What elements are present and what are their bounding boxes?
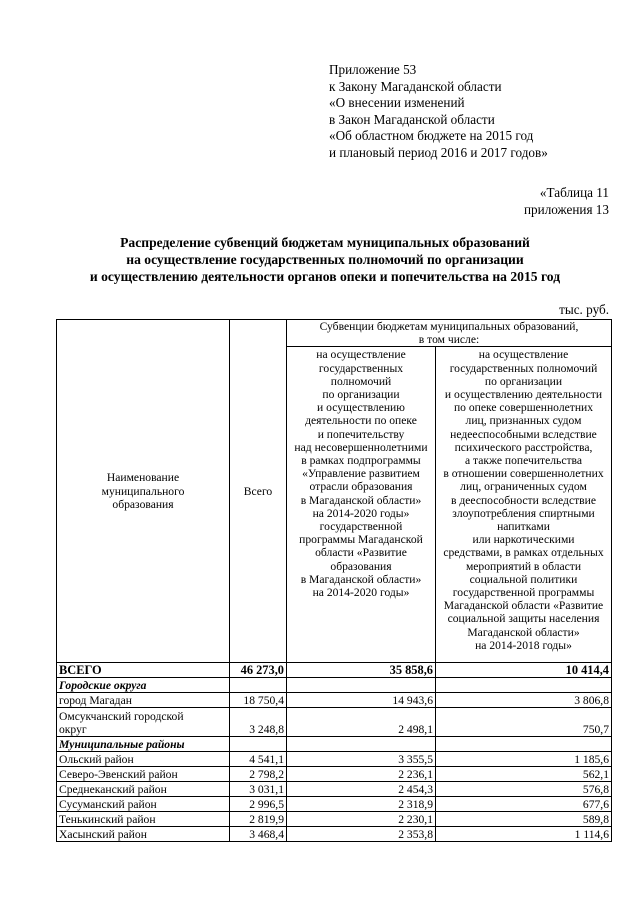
- empty-cell: [287, 678, 436, 693]
- cell-col4: 1 114,6: [436, 827, 612, 842]
- header-line: по организации: [484, 374, 563, 388]
- header-line: области «Развитие: [315, 546, 407, 560]
- cell-total: 2 798,2: [230, 767, 287, 782]
- header-line: социальной защиты населения: [447, 612, 600, 626]
- header-line: программы Магаданской: [299, 533, 423, 547]
- cell-name: ВСЕГО: [57, 663, 230, 678]
- appendix-line: и плановый период 2016 и 2017 годов»: [329, 144, 548, 160]
- appendix-line: Приложение 53: [329, 62, 417, 77]
- header-line: на 2014-2018 годы»: [475, 638, 572, 652]
- header-line: на 2014-2020 годы»: [312, 506, 410, 520]
- section-row: [57, 737, 612, 752]
- empty-cell: [436, 737, 612, 752]
- header-name-line: муниципального: [101, 484, 185, 498]
- header-line: средствами, в рамках отдельных: [443, 546, 604, 560]
- header-line: над несовершеннолетними: [294, 440, 428, 454]
- cell-col4: 576,8: [436, 782, 612, 797]
- units-label: тыс. руб.: [559, 302, 609, 317]
- header-line: в Магаданской области»: [300, 572, 422, 586]
- header-line: «Управление развитием: [302, 467, 420, 481]
- table-row: [57, 767, 612, 782]
- header-line: деятельности по опеке: [305, 414, 417, 428]
- cell-name: город Магадан: [57, 693, 230, 708]
- cell-col3: 2 230,1: [287, 812, 436, 827]
- section-label: Городские округа: [57, 678, 230, 693]
- cell-name-line: округ: [59, 723, 87, 737]
- header-line: психического расстройства,: [454, 440, 593, 454]
- header-line: образования: [330, 559, 392, 573]
- appendix-reference: [329, 62, 548, 162]
- cell-col3: 2 353,8: [287, 827, 436, 842]
- appendix-line: «О внесении изменений: [329, 95, 465, 111]
- header-group-line: в том числе:: [418, 333, 480, 347]
- table-reference: [524, 185, 609, 218]
- header-line: напитками: [497, 520, 550, 534]
- header-line: на 2014-2020 годы»: [312, 586, 410, 600]
- empty-cell: [436, 678, 612, 693]
- appendix-line: «Об областном бюджете на 2015 год: [329, 128, 534, 144]
- table-row-total: [57, 663, 612, 678]
- appendix-line: в Закон Магаданской области: [329, 111, 495, 127]
- header-line: государственных полномочий: [449, 361, 598, 375]
- section-label: Муниципальные районы: [57, 737, 230, 752]
- header-line: лиц, ограниченных судом: [460, 480, 587, 494]
- header-col3: [287, 347, 436, 663]
- header-line: по опеке совершеннолетних: [453, 401, 594, 415]
- table-row: [57, 693, 612, 708]
- header-line: недееспособными вследствие: [450, 427, 597, 441]
- subventions-table: [56, 319, 612, 842]
- table-row: [57, 812, 612, 827]
- title-line: и осуществлению деятельности органов опеки и попечительства на 2015 год: [89, 269, 561, 284]
- cell-col3: 2 498,1: [287, 708, 436, 737]
- header-line: а также попечительства: [465, 454, 582, 468]
- section-row: [57, 678, 612, 693]
- title-line: на осуществление государственных полномочий по организации: [126, 252, 524, 267]
- title-line: Распределение субвенций бюджетам муниципальных образований: [120, 235, 530, 250]
- cell-col3: 2 236,1: [287, 767, 436, 782]
- cell-name: Северо-Эвенский район: [57, 767, 230, 782]
- header-line: отрасли образования: [309, 480, 413, 494]
- header-line: государственной программы: [452, 586, 595, 600]
- cell-name: [57, 708, 230, 737]
- cell-total: 3 031,1: [230, 782, 287, 797]
- header-line: полномочий: [330, 374, 392, 388]
- header-line: и осуществлению деятельности: [444, 388, 603, 402]
- cell-total: 3 248,8: [230, 708, 287, 737]
- header-group: [287, 320, 612, 347]
- header-line: в Магаданской области»: [300, 493, 422, 507]
- cell-col4: 750,7: [436, 708, 612, 737]
- cell-col4: 677,6: [436, 797, 612, 812]
- header-line: или наркотическими: [472, 533, 575, 547]
- cell-name: Сусуманский район: [57, 797, 230, 812]
- cell-total: 3 468,4: [230, 827, 287, 842]
- cell-col4: 562,1: [436, 767, 612, 782]
- header-name-line: Наименование: [106, 471, 180, 485]
- empty-cell: [287, 737, 436, 752]
- cell-col3: 2 454,3: [287, 782, 436, 797]
- header-line: социальной политики: [469, 572, 578, 586]
- cell-col4: 10 414,4: [436, 663, 612, 678]
- cell-col4: 589,8: [436, 812, 612, 827]
- table-reference-line: «Таблица 11: [539, 185, 609, 200]
- cell-name: Тенькинский район: [57, 812, 230, 827]
- header-line: государственной: [319, 520, 403, 534]
- header-line: на осуществление: [478, 348, 569, 362]
- header-line: в рамках подпрограммы: [301, 454, 421, 468]
- cell-total: 4 541,1: [230, 752, 287, 767]
- header-col4: [436, 347, 612, 663]
- header-line: Магаданской области «Развитие: [443, 599, 604, 613]
- header-name: [57, 320, 230, 663]
- header-line: по организации: [322, 388, 400, 402]
- header-line: в дееспособности вследствие: [450, 493, 596, 507]
- empty-cell: [230, 678, 287, 693]
- cell-col4: 1 185,6: [436, 752, 612, 767]
- table-row: [57, 782, 612, 797]
- header-line: Магаданской области»: [467, 625, 580, 639]
- cell-name: Среднеканский район: [57, 782, 230, 797]
- header-line: в отношении совершеннолетних: [443, 467, 604, 481]
- header-line: злоупотребления спиртными: [452, 506, 595, 520]
- cell-total: 46 273,0: [230, 663, 287, 678]
- header-line: мероприятий в области: [465, 559, 582, 573]
- table-row: [57, 797, 612, 812]
- empty-cell: [230, 737, 287, 752]
- cell-col4: 3 806,8: [436, 693, 612, 708]
- table-row: [57, 708, 612, 737]
- cell-col3: 3 355,5: [287, 752, 436, 767]
- header-group-line: Субвенции бюджетам муниципальных образований,: [319, 320, 579, 333]
- cell-total: 18 750,4: [230, 693, 287, 708]
- header-name-line: образования: [112, 497, 174, 511]
- cell-col3: 2 318,9: [287, 797, 436, 812]
- cell-total: 2 996,5: [230, 797, 287, 812]
- table-row: [57, 827, 612, 842]
- cell-name-line: Омсукчанский городской: [59, 710, 184, 723]
- header-line: и осуществлению: [317, 401, 405, 415]
- cell-name: Хасынский район: [57, 827, 230, 842]
- header-line: лиц, признанных судом: [465, 414, 582, 428]
- document-title: [40, 234, 610, 285]
- cell-col3: 35 858,6: [287, 663, 436, 678]
- header-total: Всего: [230, 320, 287, 663]
- table-reference-line: приложения 13: [523, 201, 609, 217]
- cell-total: 2 819,9: [230, 812, 287, 827]
- appendix-line: к Закону Магаданской области: [329, 78, 502, 94]
- table-row: [57, 752, 612, 767]
- cell-col3: 14 943,6: [287, 693, 436, 708]
- header-line: на осуществление: [316, 348, 406, 362]
- header-line: государственных: [318, 361, 404, 375]
- cell-name: Ольский район: [57, 752, 230, 767]
- header-line: и попечительству: [317, 427, 405, 441]
